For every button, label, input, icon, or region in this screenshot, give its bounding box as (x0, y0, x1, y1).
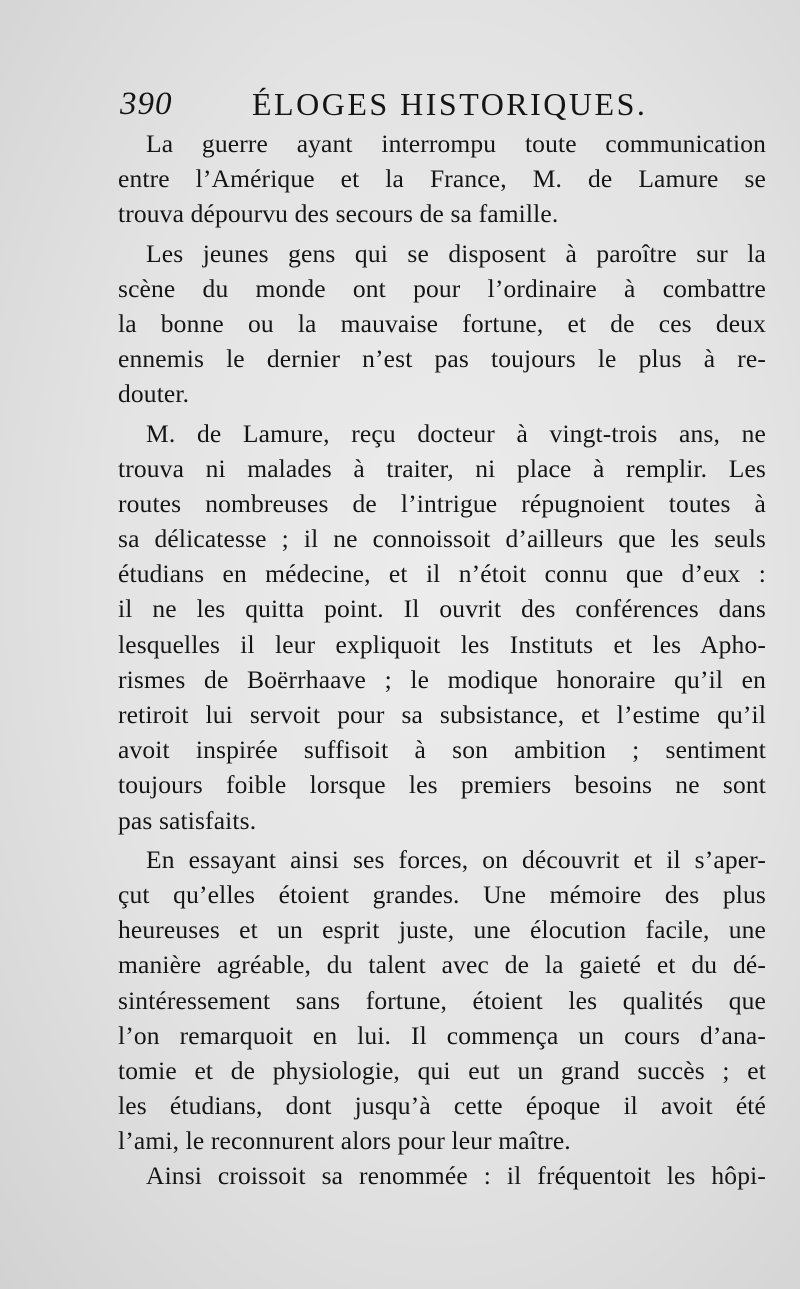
text-line: sa délicatesse ; il ne connoissoit d’ailleurs que les seuls (118, 524, 766, 554)
text-line: Les jeunes gens qui se disposent à paroître sur la (146, 238, 766, 268)
text-line: étudians en médecine, et il n’étoit connu que d’eux : (118, 559, 766, 589)
text-line: avoit inspirée suffisoit à son ambition ; sentiment (118, 735, 766, 765)
text-line: manière agréable, du talent avec de la gaieté et du dé- (118, 950, 766, 980)
page-header (120, 86, 660, 130)
text-line: toujours foible lorsque les premiers besoins ne sont (118, 770, 766, 800)
text-line: tomie et de physiologie, qui eut un grand succès ; et (118, 1055, 766, 1085)
text-line: entre l’Amérique et la France, M. de Lamure se (118, 164, 766, 194)
body-text (118, 126, 766, 1194)
text-line: routes nombreuses de l’intrigue répugnoient toutes à (118, 488, 766, 518)
text-line: l’ami, le reconnurent alors pour leur maître. (118, 1126, 571, 1156)
text-line: M. de Lamure, reçu docteur à vingt-trois ans, ne (146, 418, 766, 448)
text-line: ennemis le dernier n’est pas toujours le plus à re- (118, 344, 766, 374)
text-line: lesquelles il leur expliquoit les Instituts et les Apho- (118, 629, 766, 659)
text-line: pas satisfaits. (118, 805, 257, 835)
paragraph (118, 842, 766, 1159)
text-line: sintéressement sans fortune, étoient les qualités que (118, 985, 766, 1015)
paragraph (118, 126, 766, 232)
text-line: heureuses et un esprit juste, une élocution facile, une (118, 915, 766, 945)
running-title: ÉLOGES HISTORIQUES. (252, 86, 648, 122)
text-line: la bonne ou la mauvaise fortune, et de ces deux (118, 308, 766, 338)
text-line: La guerre ayant interrompu toute communication (146, 129, 766, 158)
text-line: çut qu’elles étoient grandes. Une mémoire des plus (118, 879, 766, 909)
text-line: trouva ni malades à traiter, ni place à remplir. Les (118, 453, 766, 483)
paragraph (118, 236, 766, 412)
text-line: trouva dépourvu des secours de sa famille. (118, 199, 559, 229)
text-line: l’on remarquoit en lui. Il commença un cours d’ana- (118, 1020, 766, 1050)
paragraph (118, 1158, 766, 1193)
text-line: Ainsi croissoit sa renommée : il fréquentoit les hôpi- (146, 1161, 766, 1191)
text-line: les étudians, dont jusqu’à cette époque il avoit été (118, 1091, 766, 1121)
text-line: il ne les quitta point. Il ouvrit des conférences dans (118, 594, 766, 624)
page-number: 390 (120, 86, 173, 122)
text-line: scène du monde ont pour l’ordinaire à combattre (118, 273, 766, 303)
paragraph (118, 416, 766, 838)
text-line: retiroit lui servoit pour sa subsistance, et l’estime qu’il (118, 700, 766, 729)
text-line: douter. (118, 379, 190, 409)
text-line: rismes de Boërrhaave ; le modique honoraire qu’il en (118, 664, 766, 694)
text-line: En essayant ainsi ses forces, on découvrit et il s’aper- (146, 844, 766, 874)
